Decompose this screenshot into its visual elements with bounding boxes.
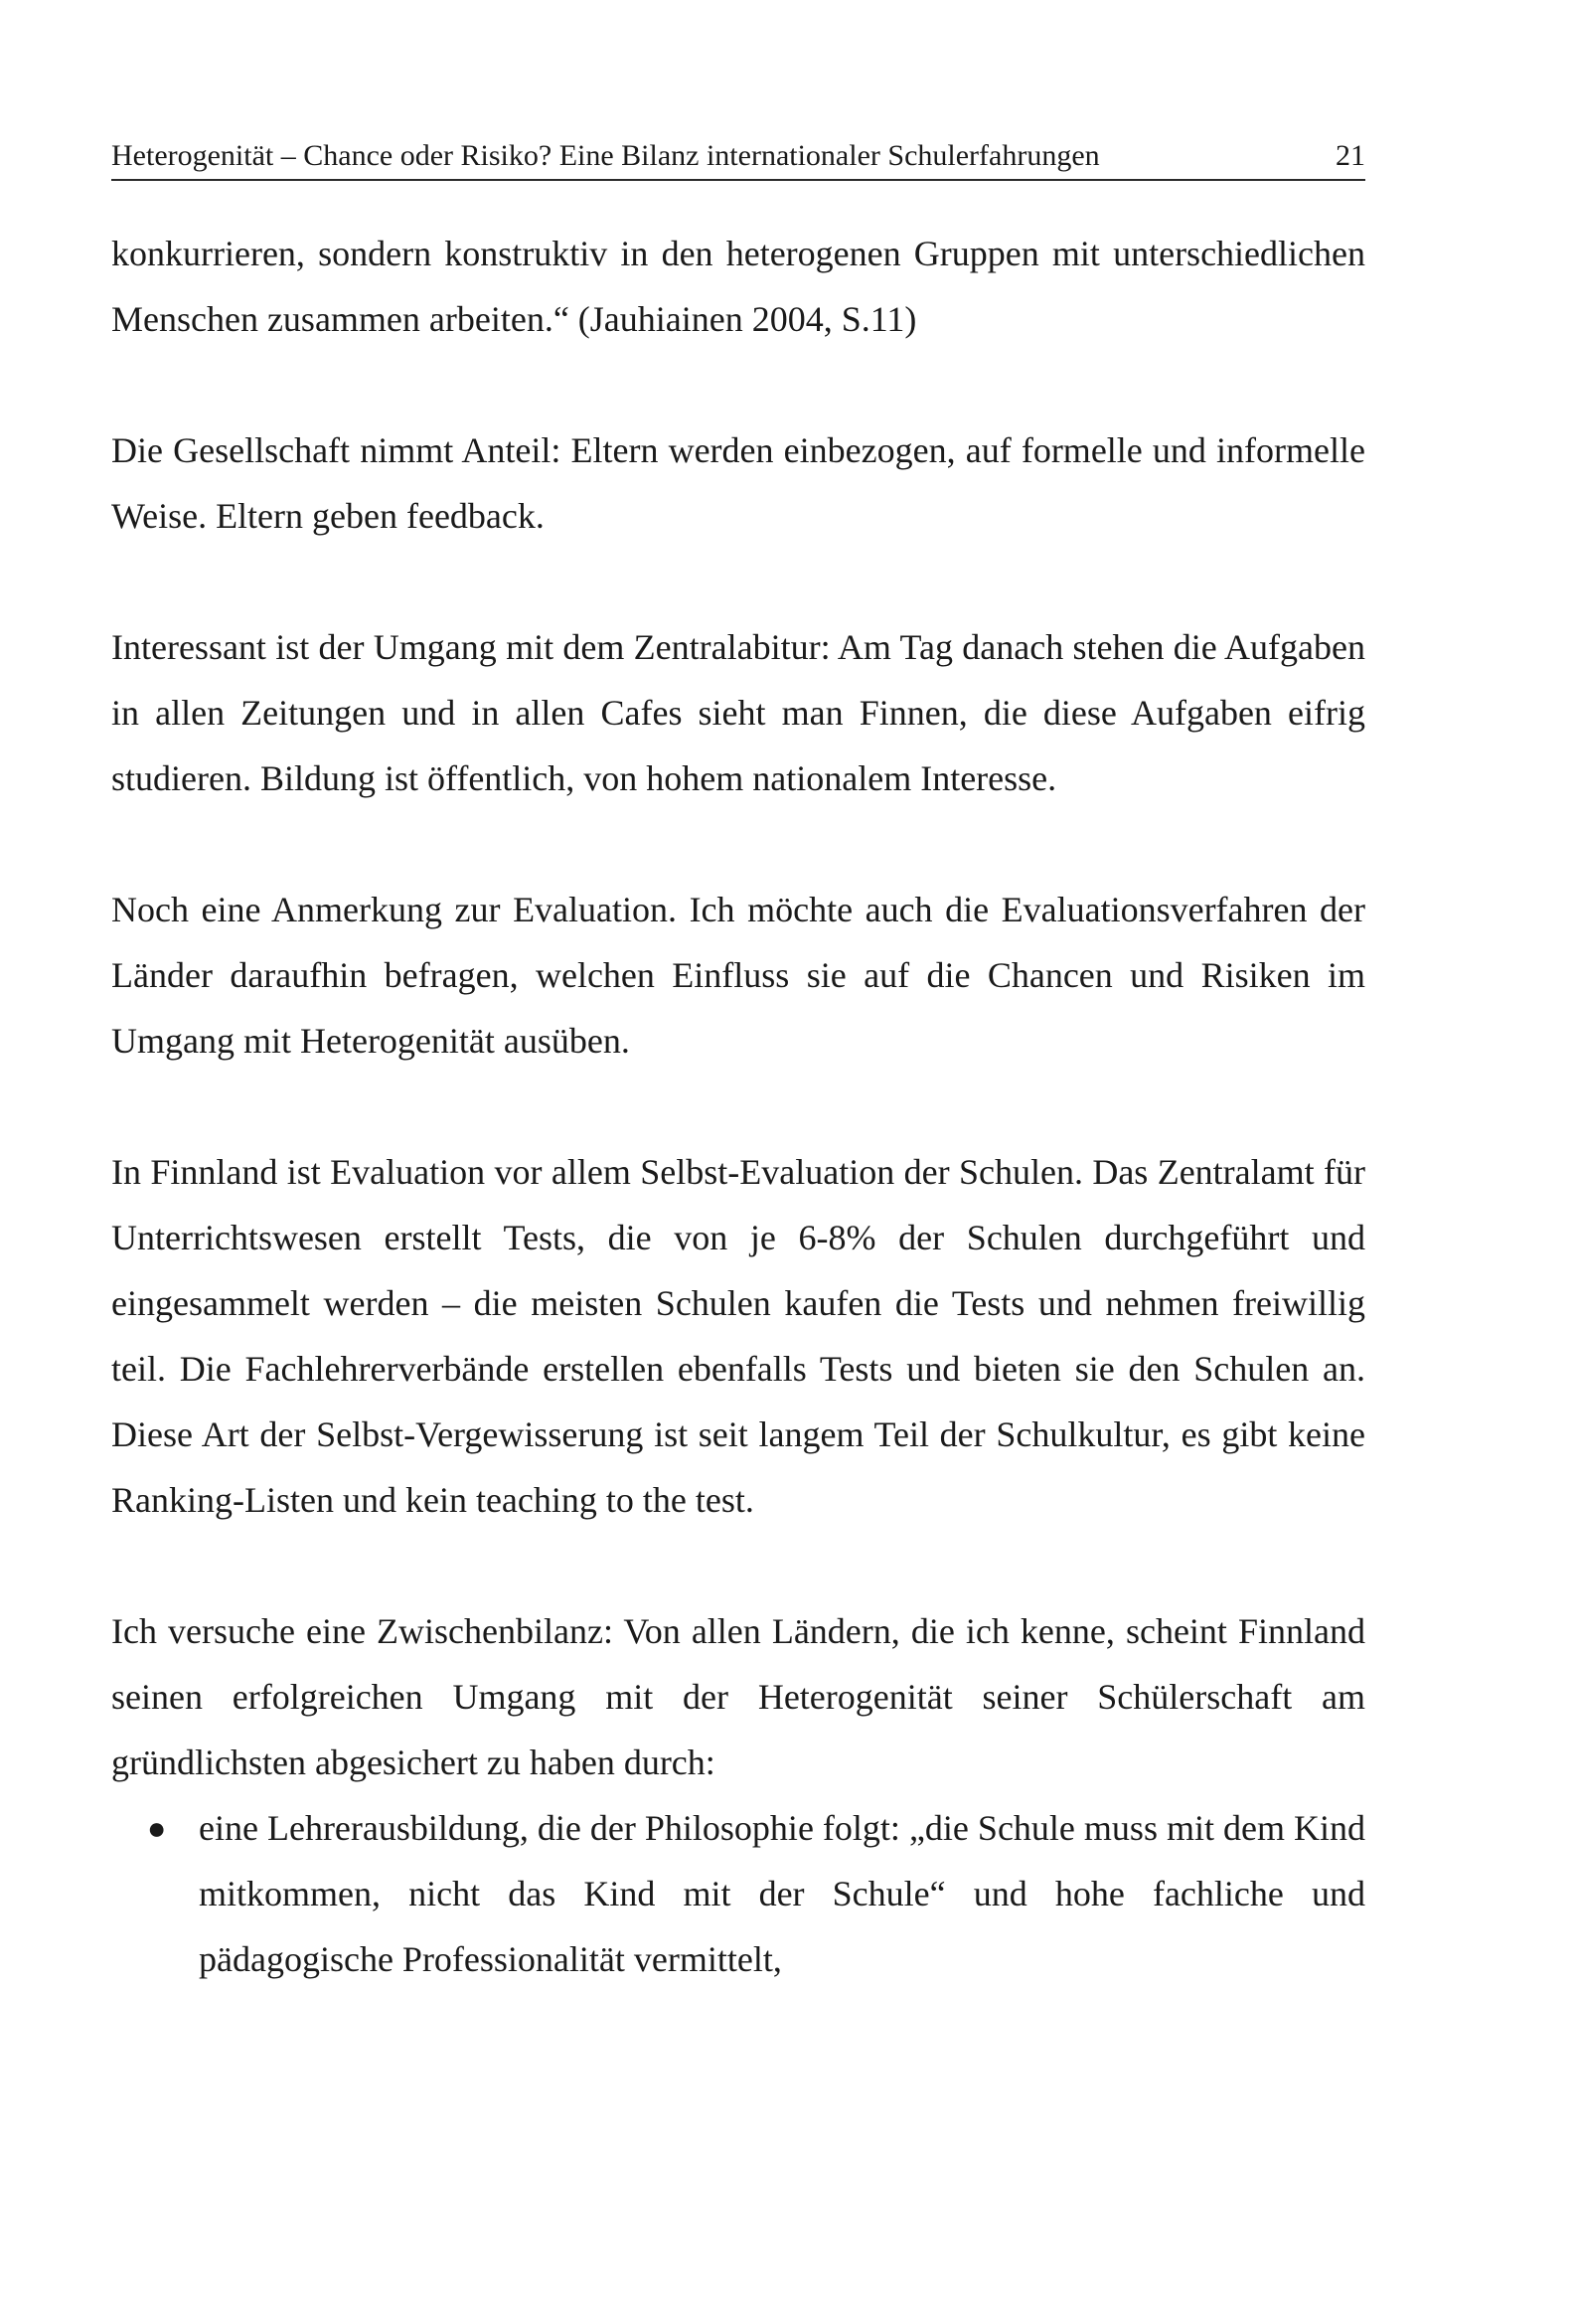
bullet-list bbox=[111, 1795, 1365, 1992]
paragraph-2: Die Gesellschaft nimmt Anteil: Eltern werden einbezogen, auf formelle und informelle Weise. Eltern geben feedback. bbox=[111, 430, 1365, 536]
paragraph-1: konkurrieren, sondern konstruktiv in den heterogenen Gruppen mit unterschiedlichen Menschen zusammen arbeiten.“ (Jauhiainen 2004, S.11) bbox=[111, 234, 1365, 339]
paragraph-4: Noch eine Anmerkung zur Evaluation. Ich möchte auch die Evaluationsverfahren der Länder daraufhin befragen, welchen Einfluss sie auf die Chancen und Risiken im Umgang mit Heterogenität ausüben. bbox=[111, 890, 1365, 1061]
paragraph-3: Interessant ist der Umgang mit dem Zentralabitur: Am Tag danach stehen die Aufgaben in allen Zeitungen und in allen Cafes sieht man Finnen, die diese Aufgaben eifrig studieren. Bildung ist öffentlich, von hohem nationalem Interesse. bbox=[111, 627, 1365, 798]
bullet-icon: ● bbox=[147, 1810, 167, 1846]
paragraph-6: Ich versuche eine Zwischenbilanz: Von allen Ländern, die ich kenne, scheint Finnland seinen erfolgreichen Umgang mit der Heterogenität seiner Schülerschaft am gründlichsten abgesichert zu haben durch: bbox=[111, 1611, 1365, 1782]
list-item-text: eine Lehrerausbildung, die der Philosophie folgt: „die Schule muss mit dem Kind mitkommen, nicht das Kind mit der Schule“ und hohe fachliche und pädagogische Professionalität vermittelt, bbox=[199, 1808, 1365, 1979]
paragraph-5: In Finnland ist Evaluation vor allem Selbst-Evaluation der Schulen. Das Zentralamt für Unterrichtswesen erstellt Tests, die von je 6-8% der Schulen durchgeführt und eingesammelt werden – die meisten Schulen kaufen die Tests und nehmen freiwillig teil. Die Fachlehrerverbände erstellen ebenfalls Tests und bieten sie den Schulen an. Diese Art der Selbst-Vergewisserung ist seit langem Teil der Schulkultur, es gibt keine Ranking-Listen und kein teaching to the test. bbox=[111, 1152, 1365, 1520]
running-header bbox=[111, 133, 1365, 181]
header-title: Heterogenität – Chance oder Risiko? Eine Bilanz internationaler Schulerfahrungen bbox=[111, 139, 1100, 172]
list-item bbox=[111, 1795, 1365, 1992]
page-number: 21 bbox=[1336, 139, 1365, 172]
page-body bbox=[111, 221, 1365, 1992]
